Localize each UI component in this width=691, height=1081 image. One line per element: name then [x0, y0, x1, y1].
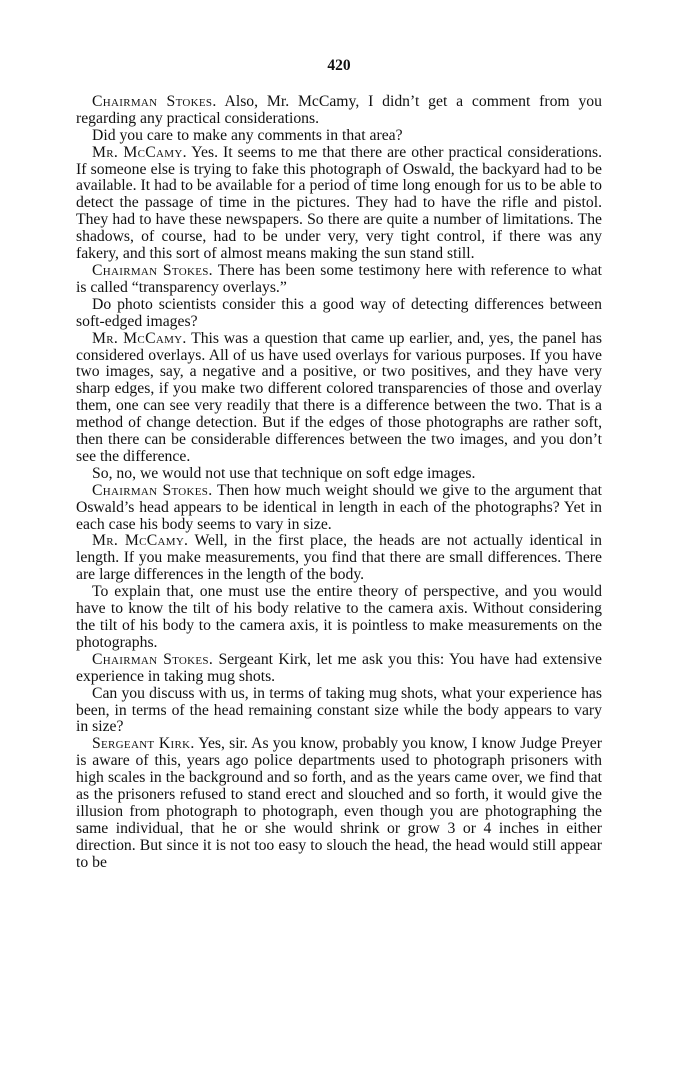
- paragraph-text: To explain that, one must use the entire theory of perspective, and you would have to know the tilt of his body relative to the camera axis. Without considering the tilt of his body to the camera axis, it is pointless to make measurements on the photographs.: [76, 583, 602, 651]
- paragraph-8: [76, 483, 602, 534]
- paragraph-text: This was a question that came up earlier, and, yes, the panel has considered overlays. All of us have used overlays for various purposes. If you have two images, say, a negative and a positive, or two positives, and they have very sharp edges, if you make two different colored transparencies of those and overlay them, one can see very readily that there is a difference between the two. That is a method of change detection. But if the edges of those photographs are rather soft, then there can be considerable differences between the two images, and you don’t see the difference.: [76, 329, 602, 465]
- speaker-name: Chairman Stokes.: [92, 650, 214, 668]
- paragraph-text: Sergeant Kirk, let me ask you this: You have had extensive experience in taking mug shots.: [76, 650, 602, 685]
- paragraph-4: [76, 263, 602, 297]
- paragraph-12: [76, 686, 602, 737]
- paragraph-6: [76, 331, 602, 466]
- paragraph-text: Did you care to make any comments in that area?: [92, 126, 403, 144]
- paragraph-10: [76, 584, 602, 652]
- paragraph-13: [76, 736, 602, 871]
- paragraph-text: So, no, we would not use that technique on soft edge images.: [92, 464, 476, 482]
- page-number: 420: [327, 57, 351, 74]
- paragraph-5: [76, 297, 602, 331]
- paragraph-2: [76, 128, 602, 145]
- paragraph-3: [76, 145, 602, 263]
- paragraph-7: [76, 466, 602, 483]
- paragraph-text: Then how much weight should we give to the argument that Oswald’s head appears to be identical in length in each of the photographs? Yet in each case his body seems to vary in size.: [76, 481, 602, 533]
- speaker-name: Sergeant Kirk.: [92, 735, 195, 753]
- paragraph-9: [76, 533, 602, 584]
- speaker-name: Mr. McCamy.: [92, 329, 187, 347]
- paragraph-text: Well, in the first place, the heads are not actually identical in length. If you make measurements, you find that there are small differences. There are large differences in the length of the body.: [76, 532, 602, 584]
- paragraph-text: Yes. It seems to me that there are other practical considerations. If someone else is trying to fake this photograph of Oswald, the backyard had to be available. It had to be available for a period of time long enough for us to be able to detect the passage of time in the pictures. They had to have the rifle and pistol. They had to have these newspapers. So there are quite a number of limitations. The shadows, of course, had to be under very, very tight control, if there was any fakery, and this sort of almost means making the sun stand still.: [76, 143, 602, 263]
- speaker-name: Chairman Stokes.: [92, 261, 213, 279]
- paragraph-text: There has been some testimony here with reference to what is called “transparency overlays.”: [76, 261, 602, 296]
- speaker-name: Chairman Stokes.: [92, 481, 213, 499]
- speaker-name: Mr. McCamy.: [92, 532, 189, 550]
- paragraph-text: Also, Mr. McCamy, I didn’t get a comment from you regarding any practical considerations.: [76, 92, 602, 127]
- document-page: [76, 58, 602, 872]
- paragraph-text: Yes, sir. As you know, probably you know, I know Judge Preyer is aware of this, years ago police departments used to photograph prisoners with high scales in the background and so forth, and as the years came over, we find that as the prisoners refused to stand erect and slouched and so forth, it would give the illusion from photograph to photograph, even though you are photographing the same individual, that he or she would shrink or grow 3 or 4 inches in either direction. But since it is not too easy to slouch the head, the head would still appear to be: [76, 735, 602, 871]
- paragraph-11: [76, 652, 602, 686]
- paragraph-text: Do photo scientists consider this a good way of detecting differences between soft-edged images?: [76, 295, 602, 330]
- speaker-name: Mr. McCamy.: [92, 143, 187, 161]
- paragraph-text: Can you discuss with us, in terms of taking mug shots, what your experience has been, in terms of the head remaining constant size while the body appears to vary in size?: [76, 684, 602, 736]
- paragraph-1: [76, 94, 602, 128]
- speaker-name: Chairman Stokes.: [92, 92, 217, 110]
